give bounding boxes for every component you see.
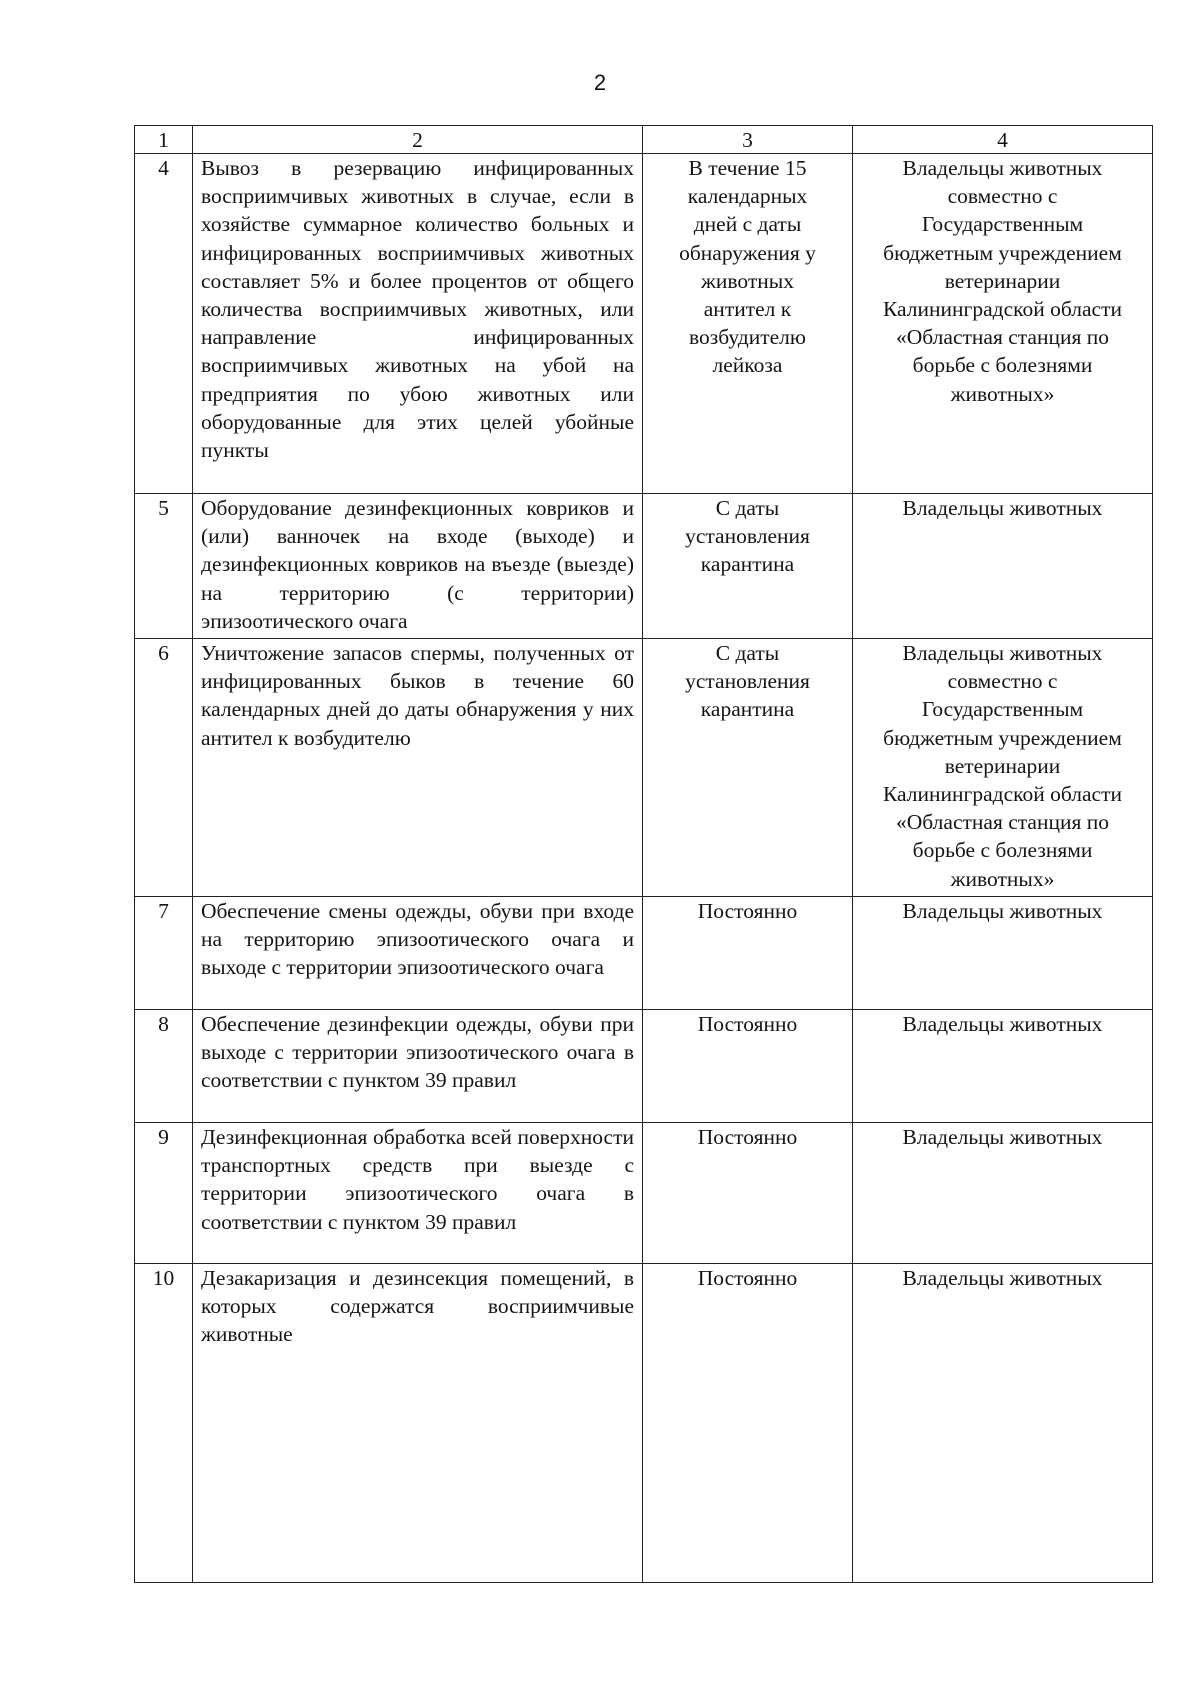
executor-line: животных»	[950, 381, 1055, 406]
executor-line: «Областная станция по	[896, 810, 1109, 835]
column-header-1: 1	[135, 126, 193, 154]
measure-executor	[853, 897, 1153, 1010]
table-header-row	[135, 126, 1153, 154]
term-line: Постоянно	[697, 1266, 798, 1290]
measure-executor	[853, 1010, 1153, 1123]
term-line: обнаружения у	[679, 240, 816, 265]
term-line: возбудителю	[689, 325, 806, 350]
term-line: карантина	[700, 552, 795, 577]
measure-term	[643, 1123, 853, 1264]
measure-term	[643, 154, 853, 494]
measure-description: Оборудование дезинфекционных ковриков и (или) ванночек на входе (выходе) и дезинфекционных ковриков на въезде (выезде) на территорию (с территории) эпизоотического очага	[193, 494, 643, 639]
executor-line: ветеринарии	[944, 268, 1061, 293]
term-line: дней с даты	[693, 212, 802, 237]
table-row	[135, 639, 1153, 897]
executor-line: Владельцы животных	[902, 899, 1103, 923]
term-line: Постоянно	[697, 1125, 798, 1149]
executor-line: борьбе с болезнями	[912, 353, 1093, 378]
row-number: 4	[135, 154, 193, 494]
measure-term	[643, 639, 853, 897]
term-line: Постоянно	[697, 1012, 798, 1036]
executor-line: совместно с	[947, 669, 1058, 694]
executor-line: Калининградской области	[883, 297, 1122, 322]
term-line: календарных	[687, 184, 808, 209]
table-row	[135, 494, 1153, 639]
executor-line: Владельцы животных	[902, 641, 1103, 665]
term-line: животных	[701, 268, 794, 293]
measure-term	[643, 1264, 853, 1583]
executor-line: Государственным	[921, 697, 1084, 722]
executor-line: Государственным	[921, 212, 1084, 237]
executor-line: ветеринарии	[944, 753, 1061, 778]
row-number: 6	[135, 639, 193, 897]
measure-executor	[853, 639, 1153, 897]
executor-line: Владельцы животных	[902, 1125, 1103, 1149]
executor-line: «Областная станция по	[896, 325, 1109, 350]
measure-executor	[853, 154, 1153, 494]
row-number: 5	[135, 494, 193, 639]
column-header-4: 4	[853, 126, 1153, 154]
table-row	[135, 1123, 1153, 1264]
executor-line: животных»	[950, 866, 1055, 891]
measure-executor	[853, 494, 1153, 639]
executor-line: Владельцы животных	[902, 496, 1103, 520]
term-line: лейкоза	[712, 353, 783, 378]
column-header-3: 3	[643, 126, 853, 154]
measure-description: Дезинфекционная обработка всей поверхности транспортных средств при выезде с территории эпизоотического очага в соответствии с пунктом 39 правил	[193, 1123, 643, 1264]
executor-line: бюджетным учреждением	[883, 240, 1122, 265]
row-number: 9	[135, 1123, 193, 1264]
term-line: антител к	[703, 297, 792, 322]
measure-description: Дезакаризация и дезинсекция помещений, в которых содержатся восприимчивые животные	[193, 1264, 643, 1583]
executor-line: Владельцы животных	[902, 1012, 1103, 1036]
term-line: карантина	[700, 697, 795, 722]
executor-line: Владельцы животных	[902, 156, 1103, 180]
measure-term	[643, 494, 853, 639]
table-row	[135, 897, 1153, 1010]
row-number: 8	[135, 1010, 193, 1123]
executor-line: борьбе с болезнями	[912, 838, 1093, 863]
measure-term	[643, 1010, 853, 1123]
table-row	[135, 1264, 1153, 1583]
measure-term	[643, 897, 853, 1010]
measure-executor	[853, 1123, 1153, 1264]
table-row	[135, 1010, 1153, 1123]
term-line: С даты	[715, 641, 780, 665]
term-line: В течение 15	[688, 156, 807, 180]
measure-executor	[853, 1264, 1153, 1583]
row-number: 7	[135, 897, 193, 1010]
table-row	[135, 154, 1153, 494]
page-number: 2	[593, 70, 607, 95]
executor-line: Владельцы животных	[902, 1266, 1103, 1290]
term-line: установления	[685, 524, 810, 549]
measure-description: Обеспечение дезинфекции одежды, обуви при выходе с территории эпизоотического очага в соответствии с пунктом 39 правил	[193, 1010, 643, 1123]
executor-line: бюджетным учреждением	[883, 725, 1122, 750]
term-line: установления	[685, 669, 810, 694]
row-number: 10	[135, 1264, 193, 1583]
column-header-2: 2	[193, 126, 643, 154]
measures-table	[134, 125, 1153, 1583]
term-line: Постоянно	[697, 899, 798, 923]
measure-description: Обеспечение смены одежды, обуви при входе на территорию эпизоотического очага и выходе с территории эпизоотического очага	[193, 897, 643, 1010]
measure-description: Вывоз в резервацию инфицированных восприимчивых животных в случае, если в хозяйстве суммарное количество больных и инфицированных восприимчивых животных составляет 5% и более процентов от общего количества восприимчивых животных, или направление инфицированных восприимчивых животных на убой на предприятия по убою животных или оборудованные для этих целей убойные пункты	[193, 154, 643, 494]
measure-description: Уничтожение запасов спермы, полученных от инфицированных быков в течение 60 календарных дней до даты обнаружения у них антител к возбудителю	[193, 639, 643, 897]
executor-line: совместно с	[947, 184, 1058, 209]
executor-line: Калининградской области	[883, 782, 1122, 807]
term-line: С даты	[715, 496, 780, 520]
